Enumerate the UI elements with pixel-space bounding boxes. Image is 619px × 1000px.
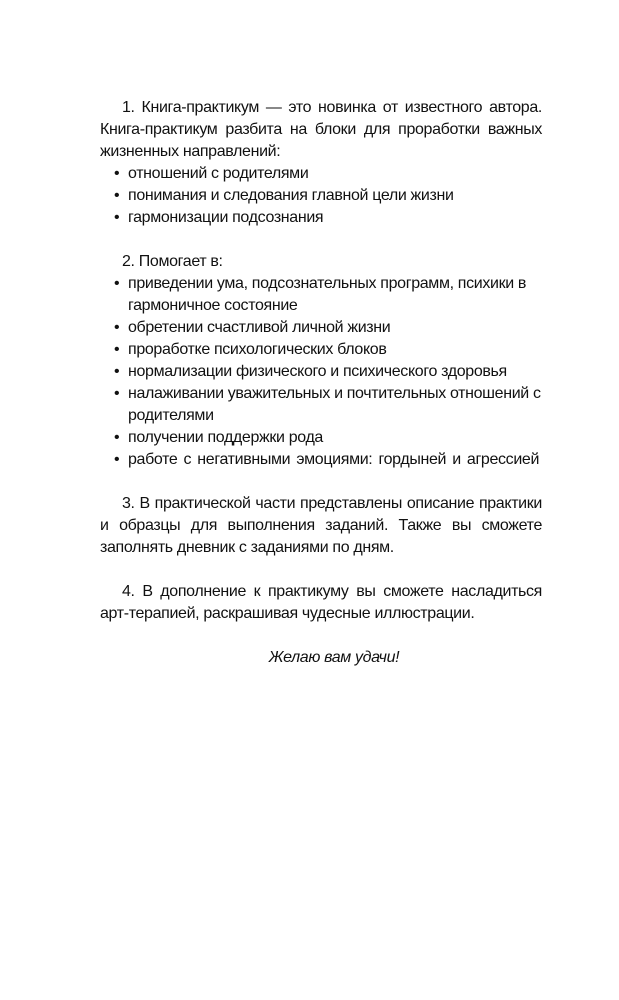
spacer xyxy=(100,559,542,581)
list-item: • приведении ума, подсознательных программ, психики в гармоничное состояние xyxy=(128,273,542,317)
list-item: • нормализации физического и психического здоровья xyxy=(128,361,542,383)
list-item: • гармонизации подсознания xyxy=(128,207,542,229)
list-item: • понимания и следования главной цели жизни xyxy=(128,185,542,207)
list-item: • работе с негативными эмоциями: гордыней и агрессией xyxy=(128,449,542,471)
section-4-text: 4. В дополнение к практикуму вы сможете насладиться арт-терапией, раскрашивая чудесные иллюстрации. xyxy=(100,583,542,622)
page-content xyxy=(100,97,542,669)
list-item: • налаживании уважительных и почтительных отношений с родителями xyxy=(128,383,542,427)
list-item: • обретении счастливой личной жизни xyxy=(128,317,542,339)
section-2-intro: 2. Помогает в: xyxy=(122,253,223,270)
list-item: • отношений с родителями xyxy=(128,163,542,185)
spacer xyxy=(100,625,542,647)
section-2-list xyxy=(100,273,542,471)
spacer xyxy=(100,471,542,493)
list-item: • проработке психологических блоков xyxy=(128,339,542,361)
list-item: • получении поддержки рода xyxy=(128,427,542,449)
spacer xyxy=(100,229,542,251)
section-3-text: 3. В практической части представлены описание практики и образцы для выполнения заданий. Также вы сможете заполнять дневник с заданиями по дням. xyxy=(100,495,542,556)
section-1-intro: 1. Книга-практикум — это новинка от известного автора. Книга-практикум разбита на блоки для проработки важных жизненных направлений: xyxy=(100,99,542,160)
closing-wish: Желаю вам удачи! xyxy=(268,649,400,666)
section-1-list xyxy=(100,163,542,229)
